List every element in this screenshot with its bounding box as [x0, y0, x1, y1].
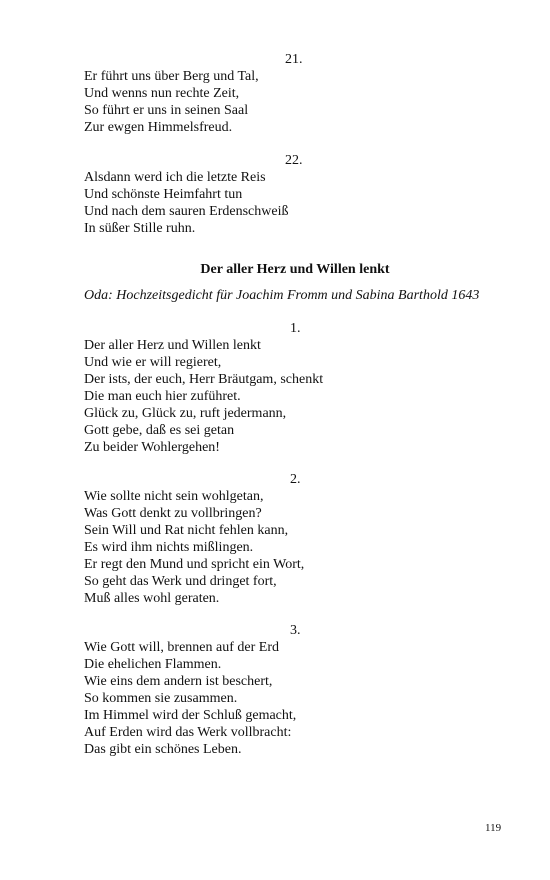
- stanza-number: 2.: [290, 472, 301, 487]
- page-number: 119: [485, 822, 502, 834]
- verse-line: So geht das Werk und dringet fort,: [84, 574, 277, 589]
- verse-line: Der ists, der euch, Herr Bräutgam, schenkt: [84, 372, 324, 387]
- verse-line: So führt er uns in seinen Saal: [84, 103, 249, 118]
- stanza: [84, 337, 323, 456]
- verse-line: Wie eins dem andern ist beschert,: [84, 674, 273, 689]
- verse-line: Er regt den Mund und spricht ein Wort,: [84, 557, 305, 572]
- verse-line: Die ehelichen Flammen.: [84, 657, 222, 672]
- verse-line: In süßer Stille ruhn.: [84, 221, 196, 236]
- verse-line: Die man euch hier zuführet.: [84, 389, 241, 404]
- verse-line: Das gibt ein schönes Leben.: [84, 742, 242, 757]
- verse-line: Muß alles wohl geraten.: [84, 591, 220, 606]
- verse-line: Und wenns nun rechte Zeit,: [84, 86, 240, 101]
- poem-title: Der aller Herz und Willen lenkt: [200, 262, 390, 277]
- verse-line: Alsdann werd ich die letzte Reis: [84, 170, 266, 185]
- verse-line: Auf Erden wird das Werk vollbracht:: [84, 725, 292, 740]
- verse-line: Sein Will und Rat nicht fehlen kann,: [84, 523, 289, 538]
- verse-line: So kommen sie zusammen.: [84, 691, 238, 706]
- stanza-number: 1.: [290, 321, 301, 336]
- verse-line: Zu beider Wohlergehen!: [84, 440, 220, 455]
- verse-line: Und wie er will regieret,: [84, 355, 222, 370]
- verse-line: Was Gott denkt zu vollbringen?: [84, 506, 262, 521]
- verse-line: Und nach dem sauren Erdenschweiß: [84, 204, 289, 219]
- verse-line: Gott gebe, daß es sei getan: [84, 423, 235, 438]
- stanza: [84, 68, 259, 136]
- verse-line: Der aller Herz und Willen lenkt: [84, 338, 261, 353]
- stanza-number: 21.: [285, 52, 303, 67]
- stanza: [84, 488, 304, 607]
- verse-line: Er führt uns über Berg und Tal,: [84, 69, 259, 84]
- verse-line: Zur ewgen Himmelsfreud.: [84, 120, 233, 135]
- verse-line: Wie sollte nicht sein wohlgetan,: [84, 489, 264, 504]
- poem-subtitle: Oda: Hochzeitsgedicht für Joachim Fromm und Sabina Barthold 1643: [84, 288, 480, 303]
- verse-line: Glück zu, Glück zu, ruft jedermann,: [84, 406, 287, 421]
- verse-line: Im Himmel wird der Schluß gemacht,: [84, 708, 297, 723]
- stanza: [84, 639, 296, 758]
- verse-line: Und schönste Heimfahrt tun: [84, 187, 243, 202]
- stanza-number: 3.: [290, 623, 301, 638]
- verse-line: Wie Gott will, brennen auf der Erd: [84, 640, 279, 655]
- verse-line: Es wird ihm nichts mißlingen.: [84, 540, 254, 555]
- stanza-number: 22.: [285, 153, 303, 168]
- stanza: [84, 169, 288, 237]
